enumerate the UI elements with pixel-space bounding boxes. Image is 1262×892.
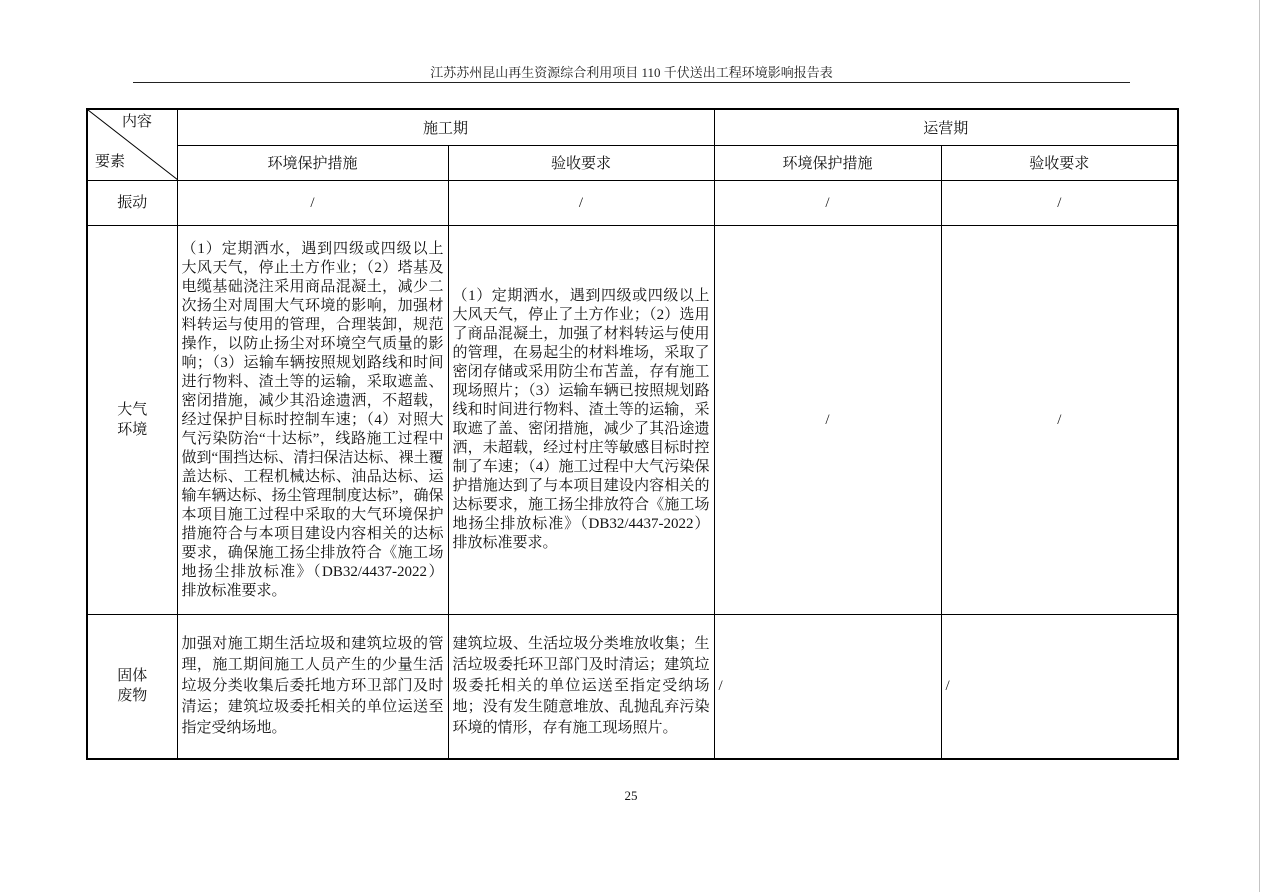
content-label: 内容 xyxy=(122,114,153,130)
table-header-row-periods xyxy=(87,109,1178,145)
operation-acceptance-cell: / xyxy=(941,226,1178,615)
element-label-cell xyxy=(87,226,177,615)
element-label-cell xyxy=(87,181,177,226)
row-solid-waste xyxy=(87,615,1178,759)
operation-measures-header: 环境保护措施 xyxy=(714,145,941,180)
element-label: 要素 xyxy=(95,154,126,170)
page-header-title: 江苏苏州昆山再生资源综合利用项目 110 千伏送出工程环境影响报告表 xyxy=(430,65,833,80)
corner-box xyxy=(88,110,177,180)
header-rule xyxy=(133,82,1130,83)
operation-acceptance-header: 验收要求 xyxy=(941,145,1178,180)
construction-period-header: 施工期 xyxy=(177,109,714,145)
element-label-line: 环境 xyxy=(117,422,148,438)
element-label-line: 振动 xyxy=(117,195,148,211)
element-label-line: 固体 xyxy=(117,668,148,685)
construction-acceptance-cell: / xyxy=(448,181,714,226)
operation-measures-cell: / xyxy=(714,181,941,226)
page-edge xyxy=(1259,0,1260,892)
construction-acceptance-cell: （1）定期洒水，遇到四级或四级以上大风天气，停止了土方作业；（2）选用了商品混凝土，加强了材料转运与使用的管理，在易起尘的材料堆场，采取了密闭存储或采用防尘布苫盖，存有施工现场照片；（3）运输车辆已按照规划路线和时间进行物料、渣土等的运输，采取遮了盖、密闭措施，减少了其沿途遗洒，未超载，经过村庄等敏感目标时控制了车速；（4）施工过程中大气污染保护措施达到了与本项目建设内容相关的达标要求，施工扬尘排放符合《施工场地扬尘排放标准》（DB32/4437-2022）排放标准要求。 xyxy=(448,226,714,615)
construction-acceptance-cell: 建筑垃圾、生活垃圾分类堆放收集；生活垃圾委托环卫部门及时清运；建筑垃圾委托相关的单位运送至指定受纳场地；没有发生随意堆放、乱抛乱弃污染环境的情形，存有施工现场照片。 xyxy=(448,615,714,759)
row-air-environment xyxy=(87,226,1178,615)
construction-measures-cell: / xyxy=(177,181,448,226)
element-label-line: 废物 xyxy=(117,688,148,705)
operation-period-header: 运营期 xyxy=(714,109,1178,145)
operation-acceptance-cell: / xyxy=(941,181,1178,226)
environmental-measures-table xyxy=(86,108,1179,760)
operation-measures-cell: / xyxy=(714,615,941,759)
element-label-line: 大气 xyxy=(117,402,148,418)
construction-measures-cell: （1）定期洒水，遇到四级或四级以上大风天气，停止土方作业；（2）塔基及电缆基础浇注采用商品混凝土，减少二次扬尘对周围大气环境的影响，加强材料转运与使用的管理，合理装卸，规范操作，以防止扬尘对环境空气质量的影响；（3）运输车辆按照规划路线和时间进行物料、渣土等的运输，采取遮盖、密闭措施，减少其沿途遗洒，不超载，经过保护目标时控制车速；（4）对照大气污染防治“十达标”，线路施工过程中做到“围挡达标、清扫保洁达标、裸土覆盖达标、工程机械达标、油品达标、运输车辆达标、扬尘管理制度达标”，确保本项目施工过程中采取的大气环境保护措施符合与本项目建设内容相关的达标要求，确保施工扬尘排放符合《施工场地扬尘排放标准》（DB32/4437-2022）排放标准要求。 xyxy=(177,226,448,615)
table-header-row-subheaders xyxy=(87,145,1178,180)
operation-acceptance-cell: / xyxy=(941,615,1178,759)
corner-header-cell xyxy=(87,109,177,181)
construction-measures-header: 环境保护措施 xyxy=(177,145,448,180)
operation-measures-cell: / xyxy=(714,226,941,615)
row-vibration xyxy=(87,181,1178,226)
element-label-cell xyxy=(87,615,177,759)
construction-acceptance-header: 验收要求 xyxy=(448,145,714,180)
page-number: 25 xyxy=(624,788,638,803)
construction-measures-cell: 加强对施工期生活垃圾和建筑垃圾的管理，施工期间施工人员产生的少量生活垃圾分类收集后委托地方环卫部门及时清运；建筑垃圾委托相关的单位运送至指定受纳场地。 xyxy=(177,615,448,759)
